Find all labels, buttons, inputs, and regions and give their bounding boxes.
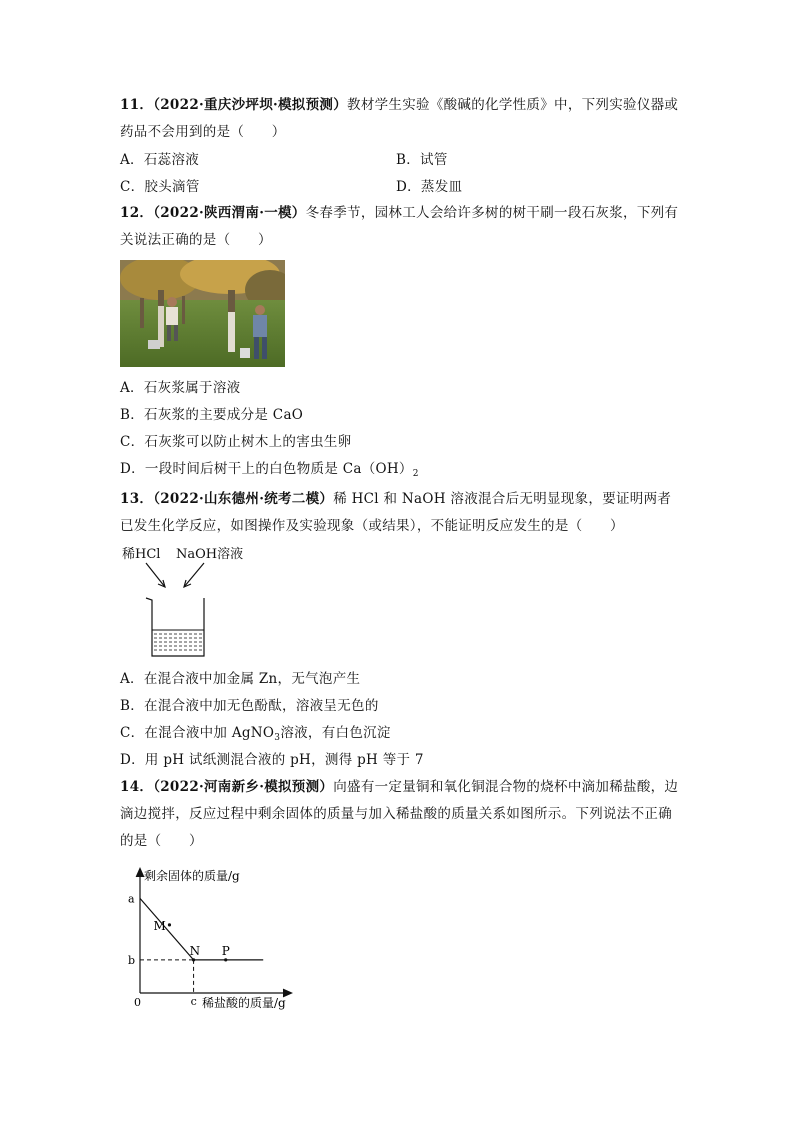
q12-option-b: B．石灰浆的主要成分是 CaO <box>120 407 304 423</box>
q12-option-c: C．石灰浆可以防止树木上的害虫生卵 <box>120 434 352 450</box>
q11-option-d: D．蒸发皿 <box>396 179 463 195</box>
diagram-label-hcl: 稀HCl <box>122 547 161 562</box>
question-12-number: 12． <box>120 205 154 221</box>
question-13-stem: 稀 HCl 和 NaOH 溶液混合后无明显现象，要证明两者已发生化学反应，如图操作及实验现象（或结果），不能证明反应发生的是（ ） <box>120 491 672 534</box>
question-14 <box>120 774 680 855</box>
diagram-label-naoh: NaOH溶液 <box>176 547 244 562</box>
question-12 <box>120 200 680 254</box>
q11-option-a: A．石蕊溶液 <box>120 152 200 168</box>
q13-option-c-text-end: 溶液，有白色沉淀 <box>280 725 391 741</box>
q12-option-d <box>120 459 419 484</box>
question-11 <box>120 92 680 146</box>
q11-option-c: C．胶头滴管 <box>120 179 200 195</box>
y-tick-label-a: a <box>128 892 135 906</box>
x-axis-label: 稀盐酸的质量/g <box>202 996 286 1010</box>
question-11-number: 11． <box>120 97 154 113</box>
question-14-number: 14． <box>120 779 154 795</box>
question-13-number: 13． <box>120 491 154 507</box>
q13-option-c <box>120 723 391 748</box>
point-label-P: P <box>221 943 230 958</box>
question-14-stem: 向盛有一定量铜和氧化铜混合物的烧杯中滴加稀盐酸，边滴边搅拌，反应过程中剩余固体的质量与加入稀盐酸的质量关系如图所示。下列说法不正确的是（ ） <box>120 779 679 849</box>
question-11-source: （2022·重庆沙坪坝·模拟预测） <box>153 97 348 113</box>
y-axis-label: 剩余固体的质量/g <box>144 869 240 883</box>
question-13 <box>120 486 680 540</box>
q13-option-c-text: C．在混合液中加 AgNO <box>120 725 275 741</box>
x-tick-label-c: c <box>190 995 197 1008</box>
q11-option-b: B．试管 <box>396 152 448 168</box>
mass-chart <box>110 860 310 1015</box>
q13-option-d: D．用 pH 试纸测混合液的 pH，测得 pH 等于 7 <box>120 752 424 768</box>
q12-option-a: A．石灰浆属于溶液 <box>120 380 241 396</box>
question-12-stem: 冬春季节，园林工人会给许多树的树干刷一段石灰浆，下列有关说法正确的是（ ） <box>120 205 679 248</box>
y-tick-label-b: b <box>128 953 136 967</box>
beaker-diagram <box>140 560 210 660</box>
question-12-source: （2022·陕西渭南·一模） <box>153 205 306 221</box>
q13-option-c-subscript: 3 <box>274 733 281 743</box>
question-14-source: （2022·河南新乡·模拟预测） <box>153 779 334 795</box>
q13-option-a: A．在混合液中加金属 Zn，无气泡产生 <box>120 671 361 687</box>
point-P <box>224 958 227 961</box>
origin-label: 0 <box>134 996 141 1009</box>
question-13-source: （2022·山东德州·统考二模） <box>153 491 334 507</box>
y-axis-arrow <box>136 868 144 877</box>
q12-option-d-text: D．一段时间后树干上的白色物质是 Ca（OH） <box>120 461 413 477</box>
q13-option-b: B．在混合液中加无色酚酞，溶液呈无色的 <box>120 698 379 714</box>
point-label-N: N <box>189 943 201 958</box>
point-label-M: M <box>153 918 166 933</box>
tree-painting-photo <box>120 260 285 367</box>
point-N <box>192 958 195 961</box>
q12-option-d-subscript: 2 <box>412 469 419 479</box>
point-M <box>168 923 171 926</box>
question-11-stem: 教材学生实验《酸碱的化学性质》中，下列实验仪器或药品不会用到的是（ ） <box>120 97 679 140</box>
